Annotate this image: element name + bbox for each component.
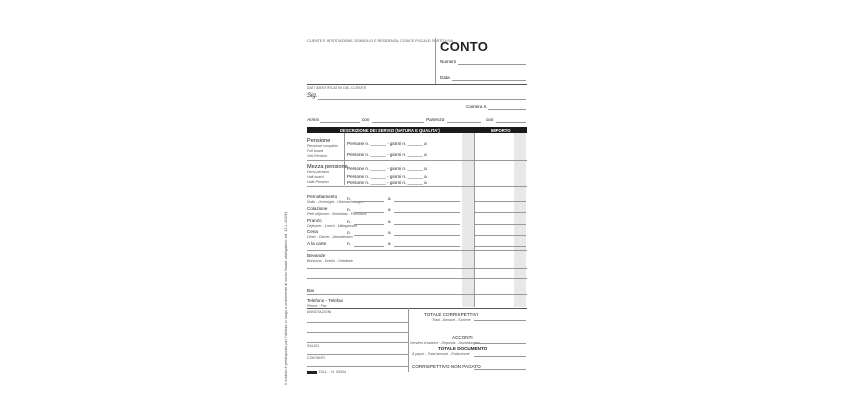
data-label: Data	[440, 75, 450, 80]
mezza-sub2: Half board	[307, 175, 324, 179]
con2-field[interactable]	[496, 122, 526, 123]
pernottamento-n: n.	[347, 196, 351, 201]
pranzo-price[interactable]	[394, 224, 460, 225]
bevande-title: Bevande	[307, 253, 326, 258]
carte-field[interactable]	[354, 246, 384, 247]
arrivo-field[interactable]	[320, 122, 360, 123]
pensione-sub1: Pensione completa	[307, 144, 338, 148]
totale-sub: Total - Amount - Summe	[432, 318, 471, 322]
bevande-sub: Boissons - Drinks - Getränke	[307, 259, 353, 263]
carte-price[interactable]	[394, 246, 460, 247]
descrizione-header: DESCRIZIONE DEI SERVIZI (NATURA E QUALITA')	[340, 127, 440, 133]
pranzo-sub: Déjeuner - Lunch - Mittagessen	[307, 224, 358, 228]
pranzo-title: Pranzo	[307, 218, 322, 223]
colazione-title: Colazione	[307, 206, 328, 211]
annotazioni-line-1[interactable]	[307, 322, 408, 323]
cena-sub: Dîner - Dinner - Abendessen	[307, 235, 353, 239]
annotazioni-label: ANNOTAZIONI	[307, 310, 332, 314]
pensione-line2[interactable]: Persone n. ______ - giorni n. ______ a	[347, 152, 427, 157]
pernottamento-price[interactable]	[394, 201, 460, 202]
pensione-sub2: Full board	[307, 149, 323, 153]
cena-n: n.	[347, 230, 351, 235]
numero-label: Numero	[440, 59, 457, 64]
pensione-title: Pensione	[307, 138, 331, 144]
row-rule	[307, 160, 527, 161]
footer-divider	[408, 308, 409, 372]
data-field[interactable]	[452, 80, 526, 81]
pranzo-n: n.	[347, 219, 351, 224]
row-rule	[307, 186, 527, 187]
logo-mark	[307, 371, 317, 374]
form-code: DU1-... N. 03404	[319, 370, 346, 374]
carte-title: A la carte	[307, 241, 327, 246]
mezza-line1[interactable]: Persone n. ______ - giorni n. ______ a	[347, 166, 427, 171]
carte-n: n.	[347, 241, 351, 246]
annotazioni-line-3[interactable]	[307, 342, 408, 343]
arrivo-label: Arrivo	[307, 117, 319, 122]
sig-field[interactable]	[318, 99, 526, 100]
cena-importo[interactable]	[474, 235, 526, 236]
camera-field[interactable]	[488, 109, 526, 110]
cena-field[interactable]	[354, 235, 384, 236]
saldo-line[interactable]	[307, 354, 408, 355]
colazione-a: a	[388, 207, 391, 212]
colazione-importo[interactable]	[474, 212, 526, 213]
mezza-line3[interactable]: Persone n. ______ - giorni n. ______ a	[347, 180, 427, 185]
mezza-title: Mezza pensione	[307, 164, 348, 170]
table-header	[307, 127, 527, 133]
totale-corrispettivi-label: TOTALE CORRISPETTIVI	[424, 312, 478, 317]
cena-price[interactable]	[394, 235, 460, 236]
acconti-field[interactable]	[474, 343, 526, 344]
camera-label: Camera n.	[466, 104, 488, 109]
carte-a: a	[388, 241, 391, 246]
page-title: CONTO	[440, 39, 489, 54]
pernottamento-sub: Nuits - Overnight - Übernachtungen	[307, 200, 364, 204]
con2-label: con	[486, 117, 494, 122]
bevande-line-1[interactable]	[307, 268, 527, 269]
mezza-line2[interactable]: Persone n. ______ - giorni n. ______ a	[347, 174, 427, 179]
table-bottom-rule	[307, 308, 527, 309]
colazione-price[interactable]	[394, 212, 460, 213]
carte-importo[interactable]	[474, 246, 526, 247]
totale-documento-label: TOTALE DOCUMENTO	[438, 346, 488, 351]
row-rule	[307, 250, 527, 251]
pensione-line1[interactable]: Persone n. ______ - giorni n. ______ a	[347, 141, 427, 146]
header-divider	[435, 38, 436, 84]
dati-identificativi-label: DATI IDENTIFICATIVI DEL CLIENTE	[307, 86, 367, 90]
pranzo-a: a	[388, 219, 391, 224]
saldo-label: SALDO	[307, 344, 320, 348]
mezza-sub3: Halb-Pension	[307, 180, 329, 184]
acconti-sub: Versées d'avance - Deposits - Anzahlungen	[410, 341, 480, 345]
bevande-line-2[interactable]	[307, 278, 527, 279]
partenza-label: Partenza	[426, 117, 445, 122]
annotazioni-line-2[interactable]	[307, 332, 408, 333]
numero-field[interactable]	[458, 64, 526, 65]
sig-label: Sig.	[307, 93, 318, 99]
pranzo-importo[interactable]	[474, 224, 526, 225]
desc-divider	[344, 133, 345, 185]
pernottamento-a: a	[388, 196, 391, 201]
bar-title: Bar	[307, 288, 315, 293]
pernottamento-field[interactable]	[354, 201, 384, 202]
telefono-sub: Phone - Fax	[307, 304, 327, 308]
cena-a: a	[388, 230, 391, 235]
partenza-field[interactable]	[447, 122, 481, 123]
sidebar-legal-text: Il modulo è predisposto per l'utilizzo in luogo o unitamente al conto fiscale obbligatorio art. 12 L.413/91	[284, 211, 288, 385]
corrispettivo-label: CORRISPETTIVO NON PAGATO	[412, 364, 481, 369]
colazione-sub: Petit déjeuner - Breakfast - Frühstück	[307, 212, 367, 216]
mezza-sub1: Demi-pension	[307, 170, 330, 174]
totale-documento-field[interactable]	[474, 356, 526, 357]
cena-title: Cena	[307, 229, 318, 234]
pernottamento-title: Pernottamento	[307, 194, 338, 199]
totale-documento-sub: À payer - Total amount - Endsumme	[412, 352, 470, 356]
corrispettivo-field[interactable]	[474, 369, 526, 370]
client-caption: CLIENTE E INTESTAZIONE, DOMICILIO E RESIDENZA, CODICE FISCALE, PARTITA IVA	[307, 39, 454, 43]
colazione-field[interactable]	[354, 212, 384, 213]
telefono-title: Telefono - Telefax	[307, 298, 343, 303]
acconti-label: ACCONTI	[452, 335, 473, 340]
con1-field[interactable]	[372, 122, 424, 123]
colazione-n: n.	[347, 207, 351, 212]
con1-label: con	[362, 117, 370, 122]
pranzo-field[interactable]	[354, 224, 384, 225]
importo-header: IMPORTO	[491, 127, 511, 133]
pernottamento-importo[interactable]	[474, 201, 526, 202]
header-rule	[307, 84, 527, 85]
contanti-line[interactable]	[307, 366, 408, 367]
contanti-label: CONTANTI	[307, 356, 326, 360]
bar-line[interactable]	[307, 294, 527, 295]
totale-corrispettivi-field[interactable]	[474, 320, 526, 321]
pensione-sub3: Voll-Pension	[307, 154, 328, 158]
